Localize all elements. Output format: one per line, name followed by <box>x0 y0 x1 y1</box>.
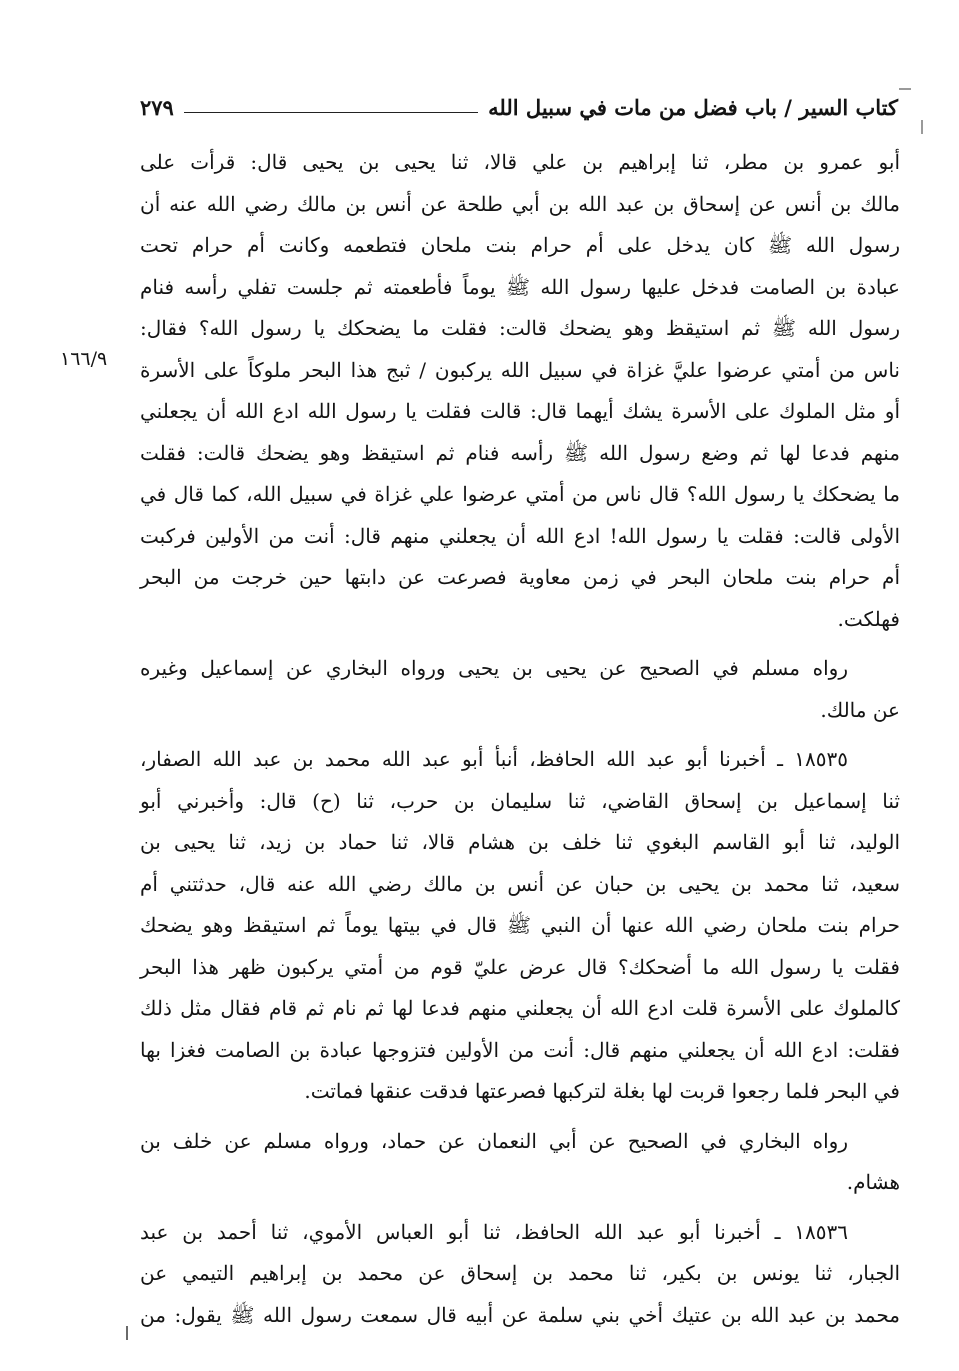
scan-mark <box>921 120 923 134</box>
header-title: كتاب السير / باب فضل من مات في سبيل الله <box>488 94 898 120</box>
text-line: أم حرام بنت ملحان البحر في زمن معاوية فصرعت عن دابتها حين خرجت من البحر <box>140 565 900 589</box>
text-line: رسول الله ﷺ كان يدخل على أم حرام بنت ملحان فتطعمه وكانت أم حرام تحت <box>140 233 900 257</box>
text-line: منهم فدعا لها ثم وضع رسول الله ﷺ رأسه فنام ثم استيقظ وهو يضحك قالت: فقلت <box>140 440 900 465</box>
text-line: في البحر فلما رجعوا قربت لها بغلة لتركبها فصرعتها فدقت عنقها فماتت. <box>304 1079 900 1103</box>
text-line: ١٨٥٣٦ ـ أخبرنا أبو عبد الله الحافظ، ثنا أبو العباس الأموي، ثنا أحمد بن عبد <box>140 1219 848 1244</box>
text-line: فقلت: ادع الله أن يجعلني منهم قال: أنت من الأولين فتزوجها عبادة بن الصامت فغزا بها <box>140 1037 900 1062</box>
paragraph <box>140 739 900 1113</box>
page-body <box>140 142 900 1336</box>
text-line: فهلكت. <box>837 606 900 631</box>
text-line: ١٨٥٣٥ ـ أخبرنا أبو عبد الله الحافظ، أنبأ أبو عبد الله محمد بن عبد الله الصفار، <box>140 747 848 771</box>
text-line: رواه البخاري في الصحيح عن أبي النعمان عن حماد، ورواه مسلم عن خلف بن <box>140 1128 848 1153</box>
text-line: الجبار، ثنا يونس بن بكير، ثنا محمد بن إسحاق عن محمد بن إبراهيم التيمي عن <box>140 1261 900 1285</box>
text-line: سعيد، ثنا محمد بن يحيى بن حبان عن أنس بن مالك رضي الله عنه قال، حدثتني أم <box>140 871 900 896</box>
text-line: الأولى قالت: فقلت يا رسول الله! ادع الله أن يجعلني منهم قال: أنت من الأولين فركبت <box>140 523 900 548</box>
text-line: ثنا إسماعيل بن إسحاق القاضي، ثنا سليمان بن حرب، ثنا (ح) قال: وأخبرني أبو <box>140 788 900 813</box>
text-line: رواه مسلم في الصحيح عن يحيى بن يحيى ورواه البخاري عن إسماعيل وغيره <box>140 656 848 680</box>
text-line: أو مثل الملوك على الأسرة يشك أيهما قال: قالت فقلت يا رسول الله ادع الله أن يجعلني <box>140 399 900 423</box>
text-line: ما يضحكك يا رسول الله؟ قال ناس من أمتي عرضوا علي غزاة في سبيل الله، كما قال في <box>140 482 900 506</box>
paragraph <box>140 648 900 731</box>
text-line: فقلت يا رسول الله ما أضحكك؟ قال عرض عليّ قوم من أمتي يركبون ظهر هذا البحر <box>140 954 900 979</box>
text-line: عن مالك. <box>820 697 900 722</box>
text-line: كالملوك على الأسرة قلت ادع الله أن يجعلني منهم فدعا لها ثم نام ثم قام فقال مثل ذلك <box>140 996 900 1020</box>
paragraph <box>140 1212 900 1337</box>
text-line: الوليد، ثنا أبو القاسم البغوي ثنا خلف بن هشام قالا، ثنا حماد بن زيد، ثنا يحيى بن <box>140 830 900 854</box>
text-line: محمد بن عبد الله بن عتيك أخي بني سلمة عن أبيه قال سمعت رسول الله ﷺ يقول: من <box>140 1302 900 1327</box>
page-number: ٢٧٩ <box>140 94 174 120</box>
scan-mark <box>899 88 911 90</box>
scan-mark <box>126 1326 128 1340</box>
text-line: أبو عمرو بن مطر، ثنا إبراهيم بن علي قالا، ثنا يحيى بن يحيى قال: قرأت على <box>140 150 900 174</box>
text-line: هشام. <box>846 1170 900 1194</box>
text-line: مالك بن أنس عن إسحاق بن عبد الله بن أبي طلحة عن أنس بن مالك رضي الله عنه أن <box>140 191 900 216</box>
text-line: عبادة بن الصامت فدخل عليها رسول الله ﷺ يوماً فأطعمته ثم جلست تفلي رأسه فنام <box>140 274 900 299</box>
paragraph <box>140 1121 900 1204</box>
paragraph <box>140 142 900 640</box>
text-line: رسول الله ﷺ ثم استيقظ وهو يضحك قالت: فقلت ما يضحكك يا رسول الله؟ فقال: <box>140 316 900 340</box>
text-line: حرام بنت ملحان رضي الله عنها أن النبي ﷺ قال في بيتها يوماً ثم استيقظ وهو يضحك <box>140 913 900 937</box>
text-line: ناس من أمتي عرضوا عليَّ غزاة في سبيل الله يركبون / ثبج هذا البحر ملوكاً على الأسرة <box>140 357 900 382</box>
header-rule <box>184 112 478 113</box>
running-header <box>140 90 898 124</box>
margin-reference: ١٦٦/٩ <box>60 348 108 370</box>
